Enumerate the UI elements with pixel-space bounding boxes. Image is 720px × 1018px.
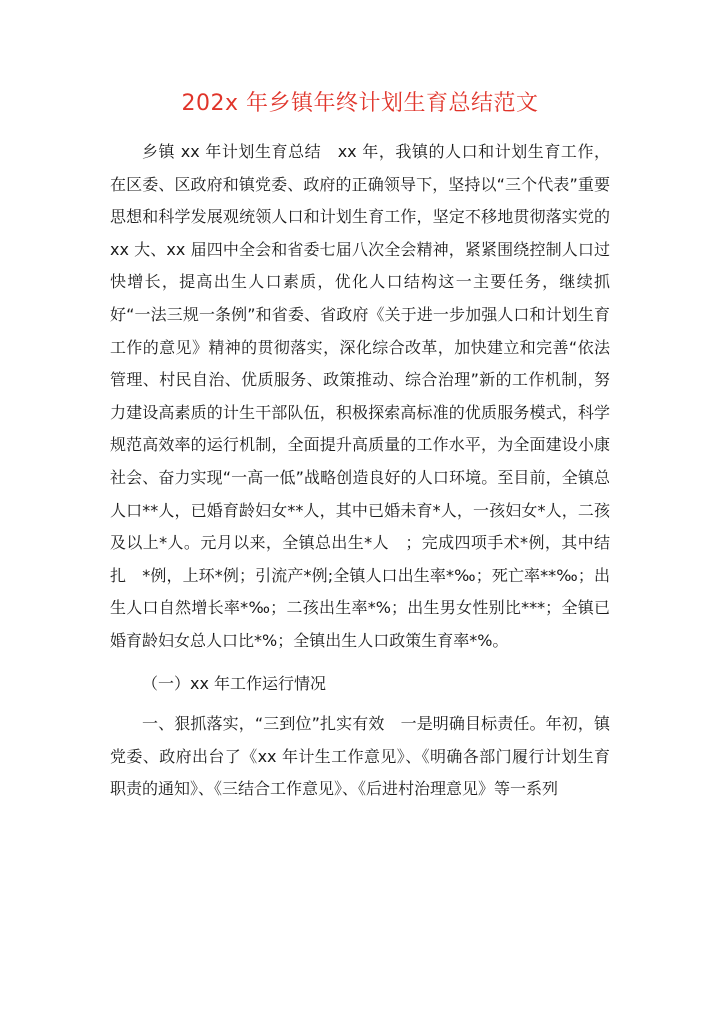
body-paragraph: 乡镇 xx 年计划生育总结 xx 年，我镇的人口和计划生育工作，在区委、区政府和镇党委、政府的正确领导下，坚持以“三个代表”重要思想和科学发展观统领人口和计划生育工作，坚定不移地贯彻落实党的 xx 大、xx 届四中全会和省委七届八次全会精神，紧紧围绕控制人口过快增长，提高出生人口素质，优化人口结构这一主要任务，继续抓好“一法三规一条例”和省委、省政府《关于进一步加强人口和计划生育工作的意见》精神的贯彻落实，深化综合改革，加快建立和完善“依法管理、村民自治、优质服务、政策推动、综合治理”新的工作机制，努力建设高素质的计生干部队伍，积极探索高标准的优质服务模式，科学规范高效率的运行机制，全面提升高质量的工作水平，为全面建设小康社会、奋力实现“一高一低”战略创造良好的人口环境。至目前，全镇总人口**人，已婚育龄妇女**人，其中已婚未育*人，一孩妇女*人，二孩及以上*人。元月以来，全镇总出生*人 ；完成四项手术*例，其中结扎 *例，上环*例；引流产*例;全镇人口出生率*‰；死亡率**‰；出生人口自然增长率*‰；二孩出生率*%；出生男女性别比***；全镇已婚育龄妇女总人口比*%；全镇出生人口政策生育率*%。 [110, 142, 610, 650]
section-heading: （一）xx 年工作运行情况 [142, 673, 327, 693]
body-paragraph-continued: 一、狠抓落实，“三到位”扎实有效 一是明确目标责任。年初，镇党委、政府出台了《xx 年计生工作意见》、《明确各部门履行计划生育职责的通知》、《三结合工作意见》、《后进村治理意见》等一系列 [110, 714, 610, 799]
document-title: 202x 年乡镇年终计划生育总结范文 [181, 91, 539, 116]
